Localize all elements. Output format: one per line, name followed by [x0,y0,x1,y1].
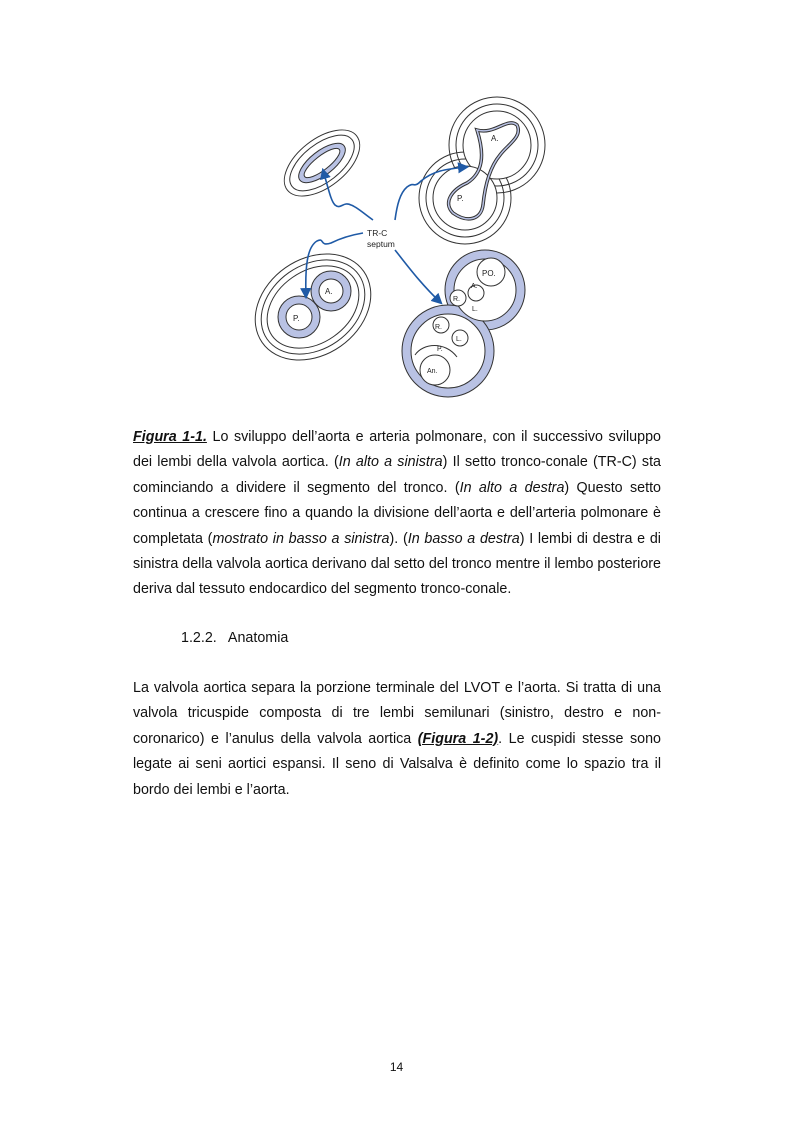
label-l1: L. [472,306,478,313]
label-a: A. [325,287,333,296]
label-a2: A. [471,283,478,290]
section-heading [181,630,288,646]
label-r1: R. [453,296,460,303]
caption-text-3: ) Questo setto continua a crescere fino a quando la divisione dell’aorta e dell’arteria polmonare è completata ( [133,479,662,547]
caption-text-4: ). ( [389,530,408,547]
truncus-bottom-left [245,232,391,382]
caption-italic-1: In alto a sinistra [338,454,443,471]
paragraph-text-2: . Le cuspidi stesse sono legate ai seni aortici espansi. Il seno di Valsalva è definito come lo spazio tra il bordo dei lembi e l’aorta. [133,730,661,798]
aortic-development-figure [245,95,550,405]
caption-text-1: Lo sviluppo dell’aorta e arteria polmonare, con il successivo sviluppo dei lembi della valvola aortica. ( [133,429,661,471]
caption-text-5: ) I lembi di destra e di sinistra della valvola aortica derivano dal setto del tronco mentre il lembo posteriore deriva dal tessuto endocardico del segmento tronco-conale. [133,530,661,598]
caption-italic-3: mostrato in basso a sinistra [212,530,390,547]
trc-label: TR-C [367,228,388,238]
section-number: 1.2.2. [181,630,217,646]
label-p-top: P. [457,194,464,203]
truncus-bottom-right [402,250,525,397]
label-r2: R. [435,324,442,331]
page-number: 14 [389,1060,404,1074]
label-a-top: A. [491,134,499,143]
truncus-top-left [273,117,372,209]
paragraph-text-1: La valvola aortica separa la porzione terminale del LVOT e l’aorta. Si tratta di una valvola tricuspide composta di tre lembi semilunari (sinistro, destro e non-coronarico) e l’anulus della valvola aortica [133,680,661,747]
section-title: Anatomia [227,630,289,646]
label-an: An. [427,368,438,375]
truncus-top-right [419,97,545,244]
figure-reference-link[interactable]: (Figura 1-2) [417,730,499,747]
label-l2: L. [456,336,462,343]
septum-label: septum [367,239,395,249]
caption-italic-2: In alto a destra [459,479,565,496]
caption-italic-4: In basso a destra [407,530,520,547]
figure-label: Figura 1-1. [133,429,207,445]
body-paragraph [133,676,661,803]
label-p: P. [293,314,300,323]
label-p2: P. [437,346,443,353]
caption-text-2: ) Il setto tronco-conale (TR-C) sta cominciando a dividere il segmento del tronco. ( [133,454,661,496]
figure-caption [133,425,661,603]
label-po: PO. [482,269,496,278]
